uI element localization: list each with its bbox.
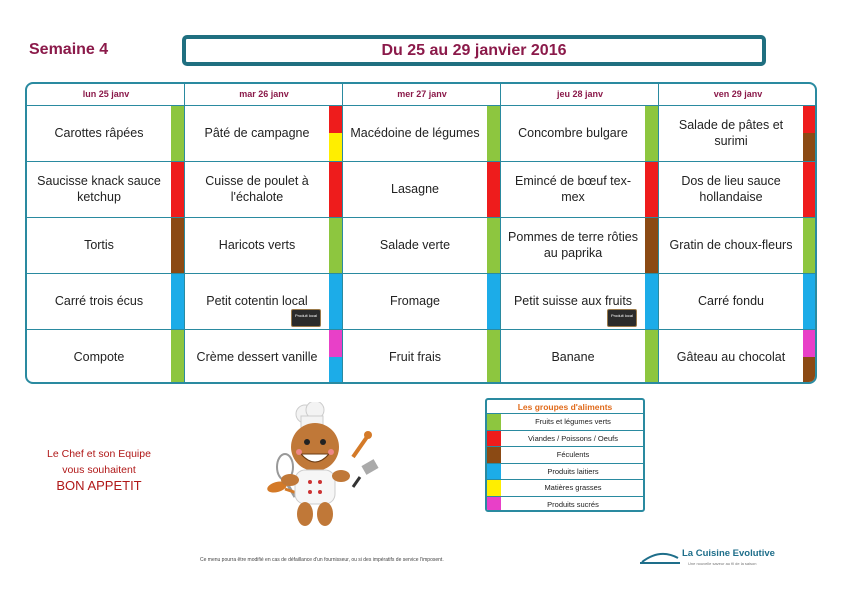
food-group-bar — [329, 161, 343, 217]
food-group-bar — [803, 161, 817, 217]
menu-item: Lasagne — [391, 182, 439, 196]
legend-item — [487, 464, 643, 481]
column-divider — [342, 84, 343, 382]
menu-item: Fromage — [389, 294, 441, 308]
menu-item: Carré trois écus — [54, 294, 144, 308]
food-group-bar — [171, 329, 185, 384]
column-divider — [184, 84, 185, 382]
header-divider — [27, 105, 815, 106]
day-header: ven 29 janv — [713, 89, 763, 99]
menu-item: Saucisse knack sauce ketchup — [37, 174, 161, 204]
menu-item: Petit cotentin local — [206, 294, 308, 308]
menu-grid — [25, 82, 817, 384]
menu-item: Pâté de campagne — [204, 126, 310, 140]
food-group-bar — [329, 217, 343, 273]
legend-label: Produits sucrés — [547, 499, 599, 509]
food-group-bar — [645, 161, 659, 217]
legend-title: Les groupes d'aliments — [487, 400, 643, 414]
menu-item: Cuisse de poulet à l'échalote — [205, 174, 309, 204]
menu-item: Banane — [551, 350, 595, 364]
legend-item — [487, 447, 643, 464]
menu-item: Salade verte — [379, 238, 451, 252]
menu-item: Emincé de bœuf tex-mex — [514, 174, 631, 204]
legend-item — [487, 480, 643, 497]
row-divider — [27, 329, 815, 330]
food-group-bar — [329, 329, 343, 357]
menu-item: Gratin de choux-fleurs — [669, 238, 793, 252]
legend-swatch — [487, 431, 501, 447]
chef-message-line2: vous souhaitent — [62, 464, 136, 476]
gingerbread-chef-illustration — [255, 402, 395, 532]
column-divider — [658, 84, 659, 382]
legend-label: Produits laitiers — [547, 466, 599, 476]
food-groups-legend — [485, 398, 645, 512]
legend-label: Viandes / Poissons / Oeufs — [528, 433, 618, 443]
menu-item: Dos de lieu sauce hollandaise — [681, 174, 781, 204]
food-group-bar — [645, 329, 659, 384]
column-divider — [500, 84, 501, 382]
food-group-bar — [487, 105, 501, 161]
legend-swatch — [487, 447, 501, 463]
food-group-bar — [329, 273, 343, 329]
food-group-bar — [487, 217, 501, 273]
row-divider — [27, 217, 815, 218]
date-range-banner: Du 25 au 29 janvier 2016 — [182, 35, 766, 66]
food-group-bar — [487, 161, 501, 217]
day-header: jeu 28 janv — [556, 89, 604, 99]
day-header: mer 27 janv — [397, 89, 447, 99]
menu-item: Compote — [73, 350, 125, 364]
legend-swatch — [487, 497, 501, 513]
chef-message — [35, 446, 163, 494]
menu-item: Crème dessert vanille — [196, 350, 318, 364]
week-label: Semaine 4 — [29, 41, 109, 58]
row-divider — [27, 161, 815, 162]
food-group-bar — [803, 133, 817, 161]
food-group-bar — [171, 273, 185, 329]
row-divider — [27, 273, 815, 274]
logo-name: La Cuisine Evolutive — [682, 548, 775, 559]
legend-item — [487, 414, 643, 431]
food-group-bar — [171, 161, 185, 217]
food-group-bar — [329, 105, 343, 133]
day-header: lun 25 janv — [82, 89, 130, 99]
legend-swatch — [487, 464, 501, 480]
menu-item: Salade de pâtes et surimi — [678, 118, 784, 148]
local-product-tag: Produit local — [291, 309, 321, 327]
food-group-bar — [645, 273, 659, 329]
menu-item: Tortis — [84, 238, 114, 252]
menu-item: Gâteau au chocolat — [676, 350, 786, 364]
menu-item: Haricots verts — [218, 238, 296, 252]
food-group-bar — [803, 273, 817, 329]
legend-item — [487, 497, 643, 513]
food-group-bar — [329, 357, 343, 384]
food-group-bar — [171, 105, 185, 161]
food-group-bar — [645, 217, 659, 273]
food-group-bar — [487, 273, 501, 329]
food-group-bar — [329, 133, 343, 161]
food-group-bar — [803, 105, 817, 133]
chef-message-line1: Le Chef et son Equipe — [47, 448, 151, 460]
la-cuisine-evolutive-logo — [640, 546, 785, 570]
food-group-bar — [803, 329, 817, 357]
food-group-bar — [171, 217, 185, 273]
disclaimer-note: Ce menu pourra être modifié en cas de défaillance d'un fournisseur, ou si des impératifs de service l'imposent. — [200, 557, 444, 563]
legend-label: Féculents — [556, 450, 590, 459]
legend-swatch — [487, 480, 501, 496]
chef-message-line3: BON APPETIT — [56, 478, 142, 493]
legend-label: Fruits et légumes verts — [535, 417, 611, 426]
food-group-bar — [803, 357, 817, 384]
food-group-bar — [645, 105, 659, 161]
local-product-tag: Produit local — [607, 309, 637, 327]
legend-swatch — [487, 414, 501, 430]
menu-item: Concombre bulgare — [518, 126, 628, 140]
food-group-bar — [803, 217, 817, 273]
menu-item: Pommes de terre rôties au paprika — [508, 230, 638, 260]
menu-item: Fruit frais — [388, 350, 442, 364]
legend-label: Matières grasses — [544, 483, 602, 492]
menu-item: Macédoine de légumes — [350, 126, 480, 140]
menu-item: Carré fondu — [697, 294, 764, 308]
dish-cover-icon — [640, 550, 680, 564]
logo-tagline: Une nouvelle saveur au fil de la saison — [688, 561, 757, 566]
menu-item: Carottes râpées — [54, 126, 144, 140]
menu-item: Petit suisse aux fruits — [513, 294, 633, 308]
food-group-bar — [487, 329, 501, 384]
legend-item — [487, 431, 643, 448]
day-header: mar 26 janv — [239, 89, 289, 99]
